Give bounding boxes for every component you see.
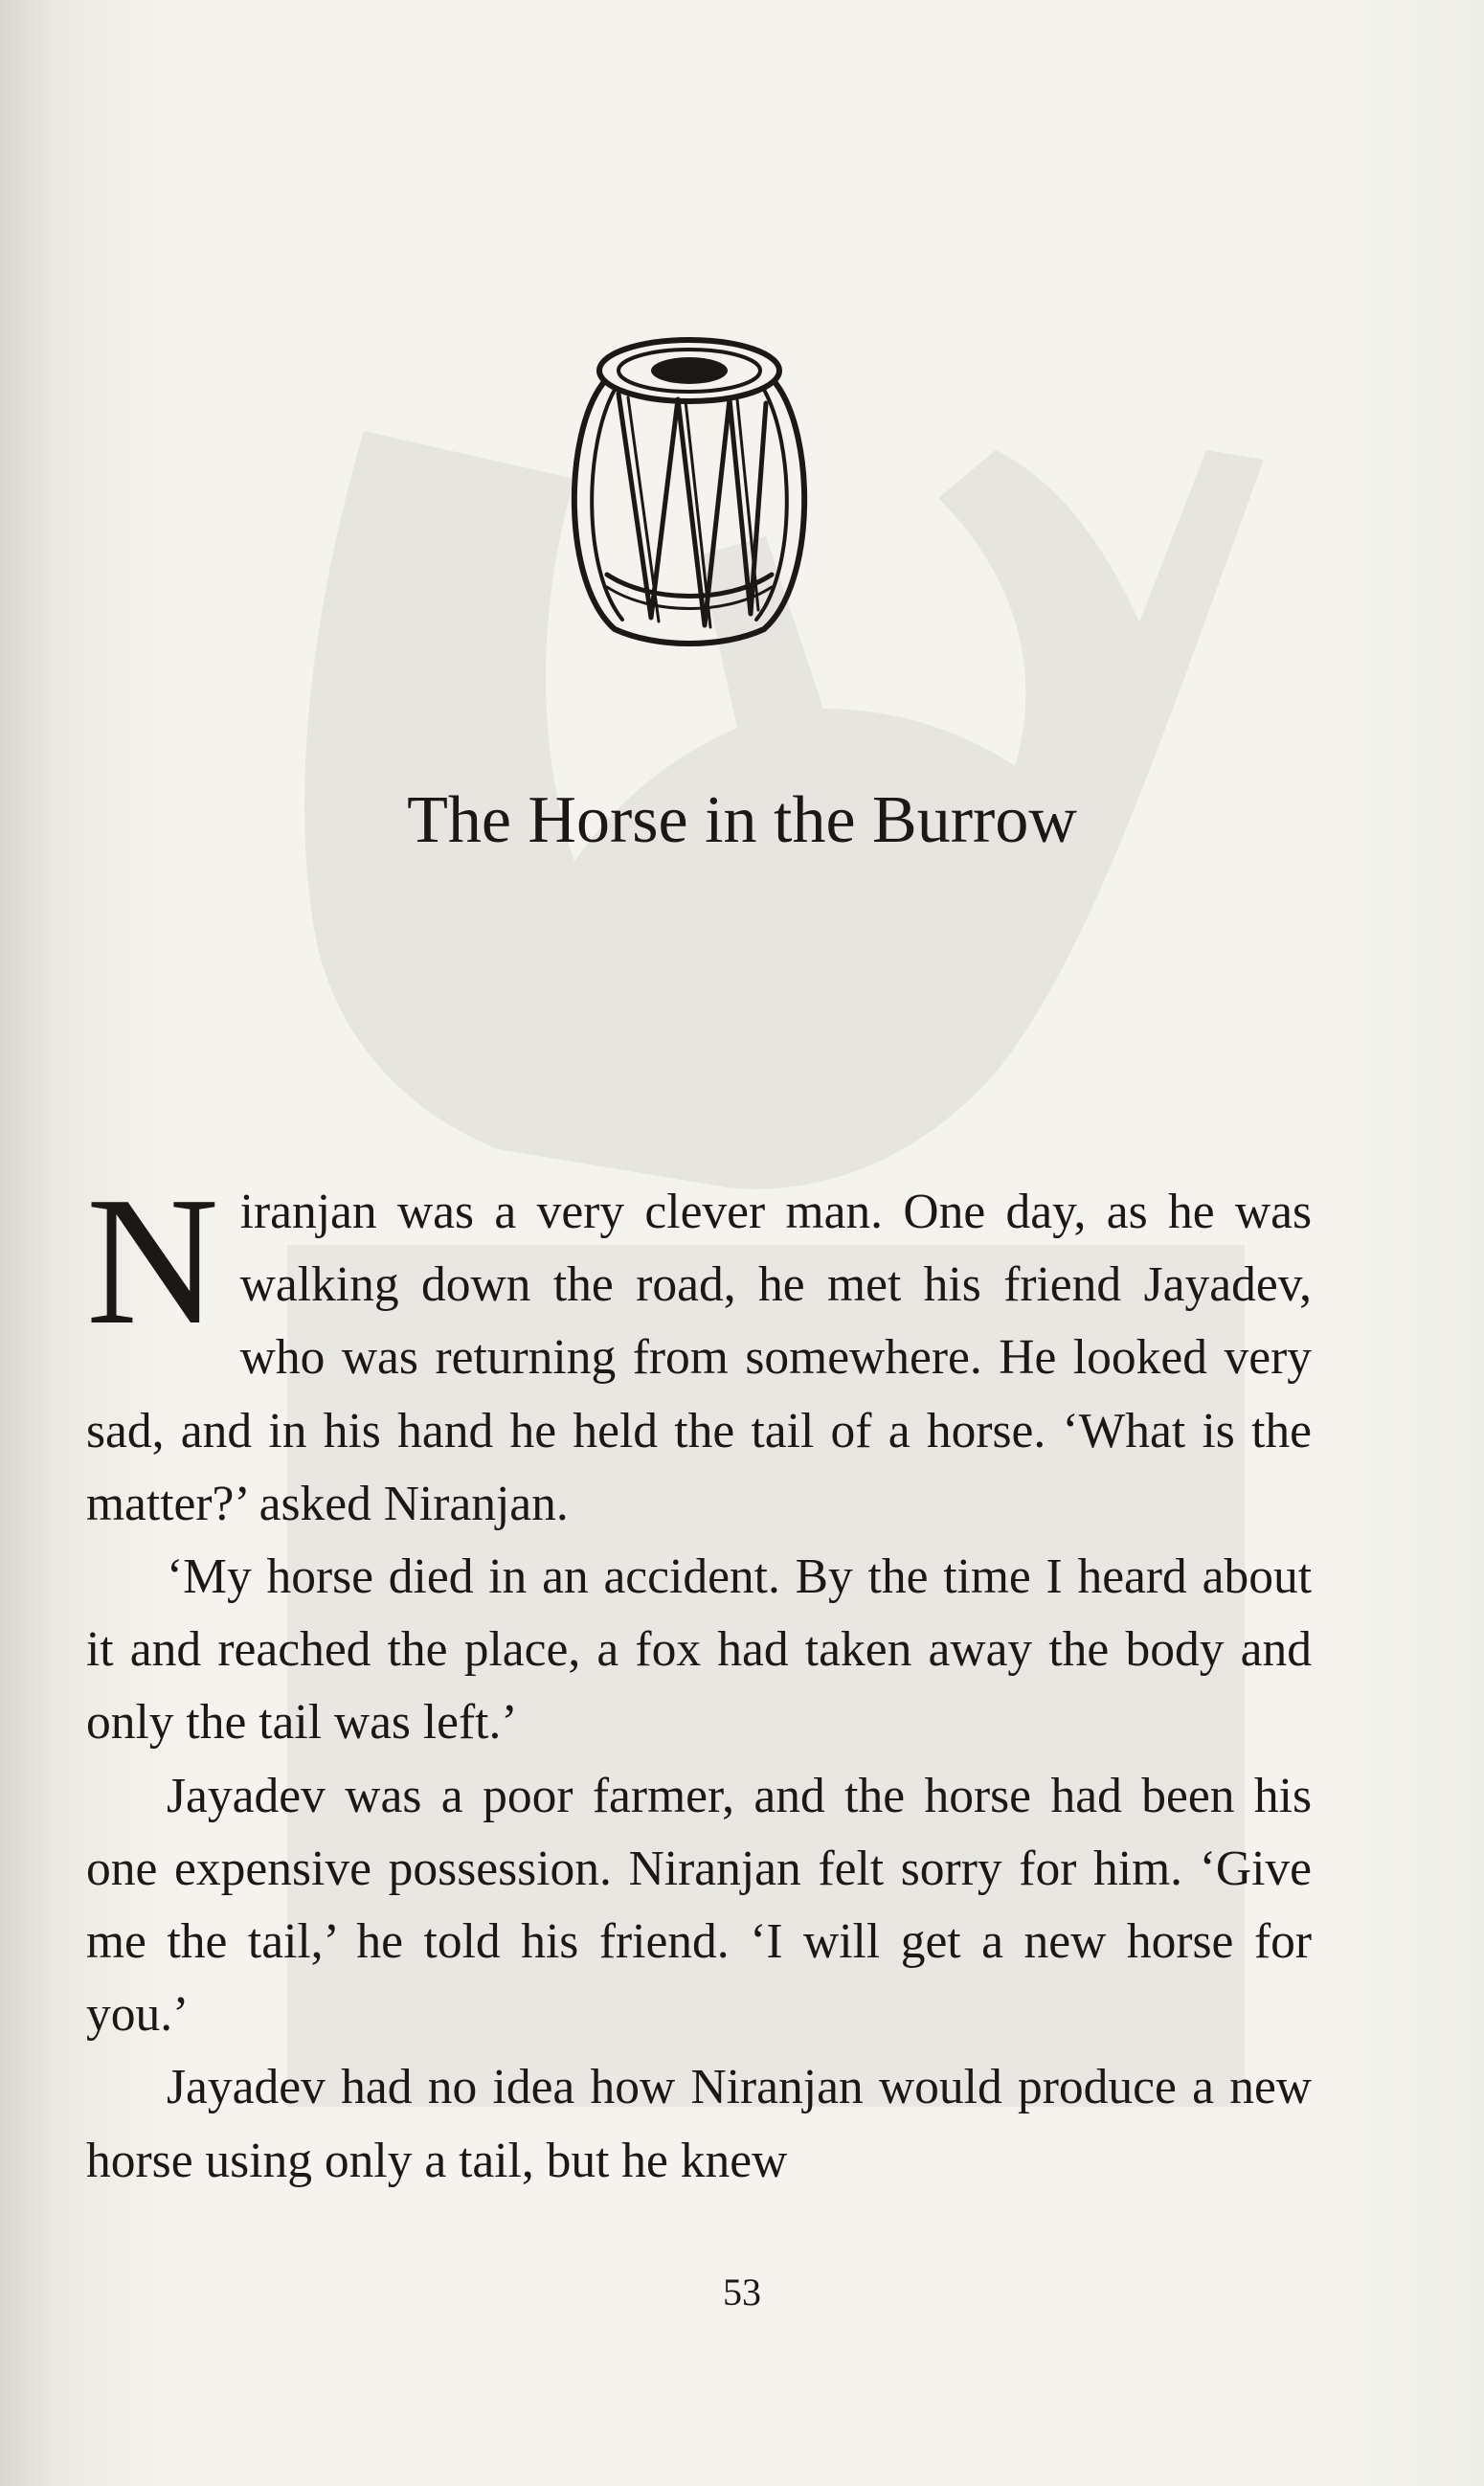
drum-head-center xyxy=(651,357,728,384)
paragraph-3: Jayadev was a poor farmer, and the horse had been his one expensive possession. Niranjan felt sorry for him. ‘Give me the tail,’ he told his friend. ‘I will get a new horse for you.’ xyxy=(86,1768,1312,2043)
paragraph-1 xyxy=(86,1159,1312,1541)
paragraph-4: Jayadev had no idea how Niranjan would produce a new horse using only a tail, but he knew xyxy=(86,2060,1312,2188)
drop-cap: N xyxy=(86,1159,219,1363)
page-number: 53 xyxy=(723,2271,761,2314)
chapter-body xyxy=(86,1159,1312,2198)
chapter-title: The Horse in the Burrow xyxy=(407,783,1077,857)
paragraph-1-text: iranjan was a very clever man. One day, as he was walking down the road, he met his friend Jayadev, who was returning from somewhere. He looked very sad, and in his hand he held the tail of a horse. ‘What is the matter?’ asked Niranjan. xyxy=(86,1185,1312,1531)
paragraph-2: ‘My horse died in an accident. By the time I heard about it and reached the place, a fox had taken away the body and only the tail was left.’ xyxy=(86,1549,1312,1751)
tabla-drum-icon xyxy=(565,330,814,656)
